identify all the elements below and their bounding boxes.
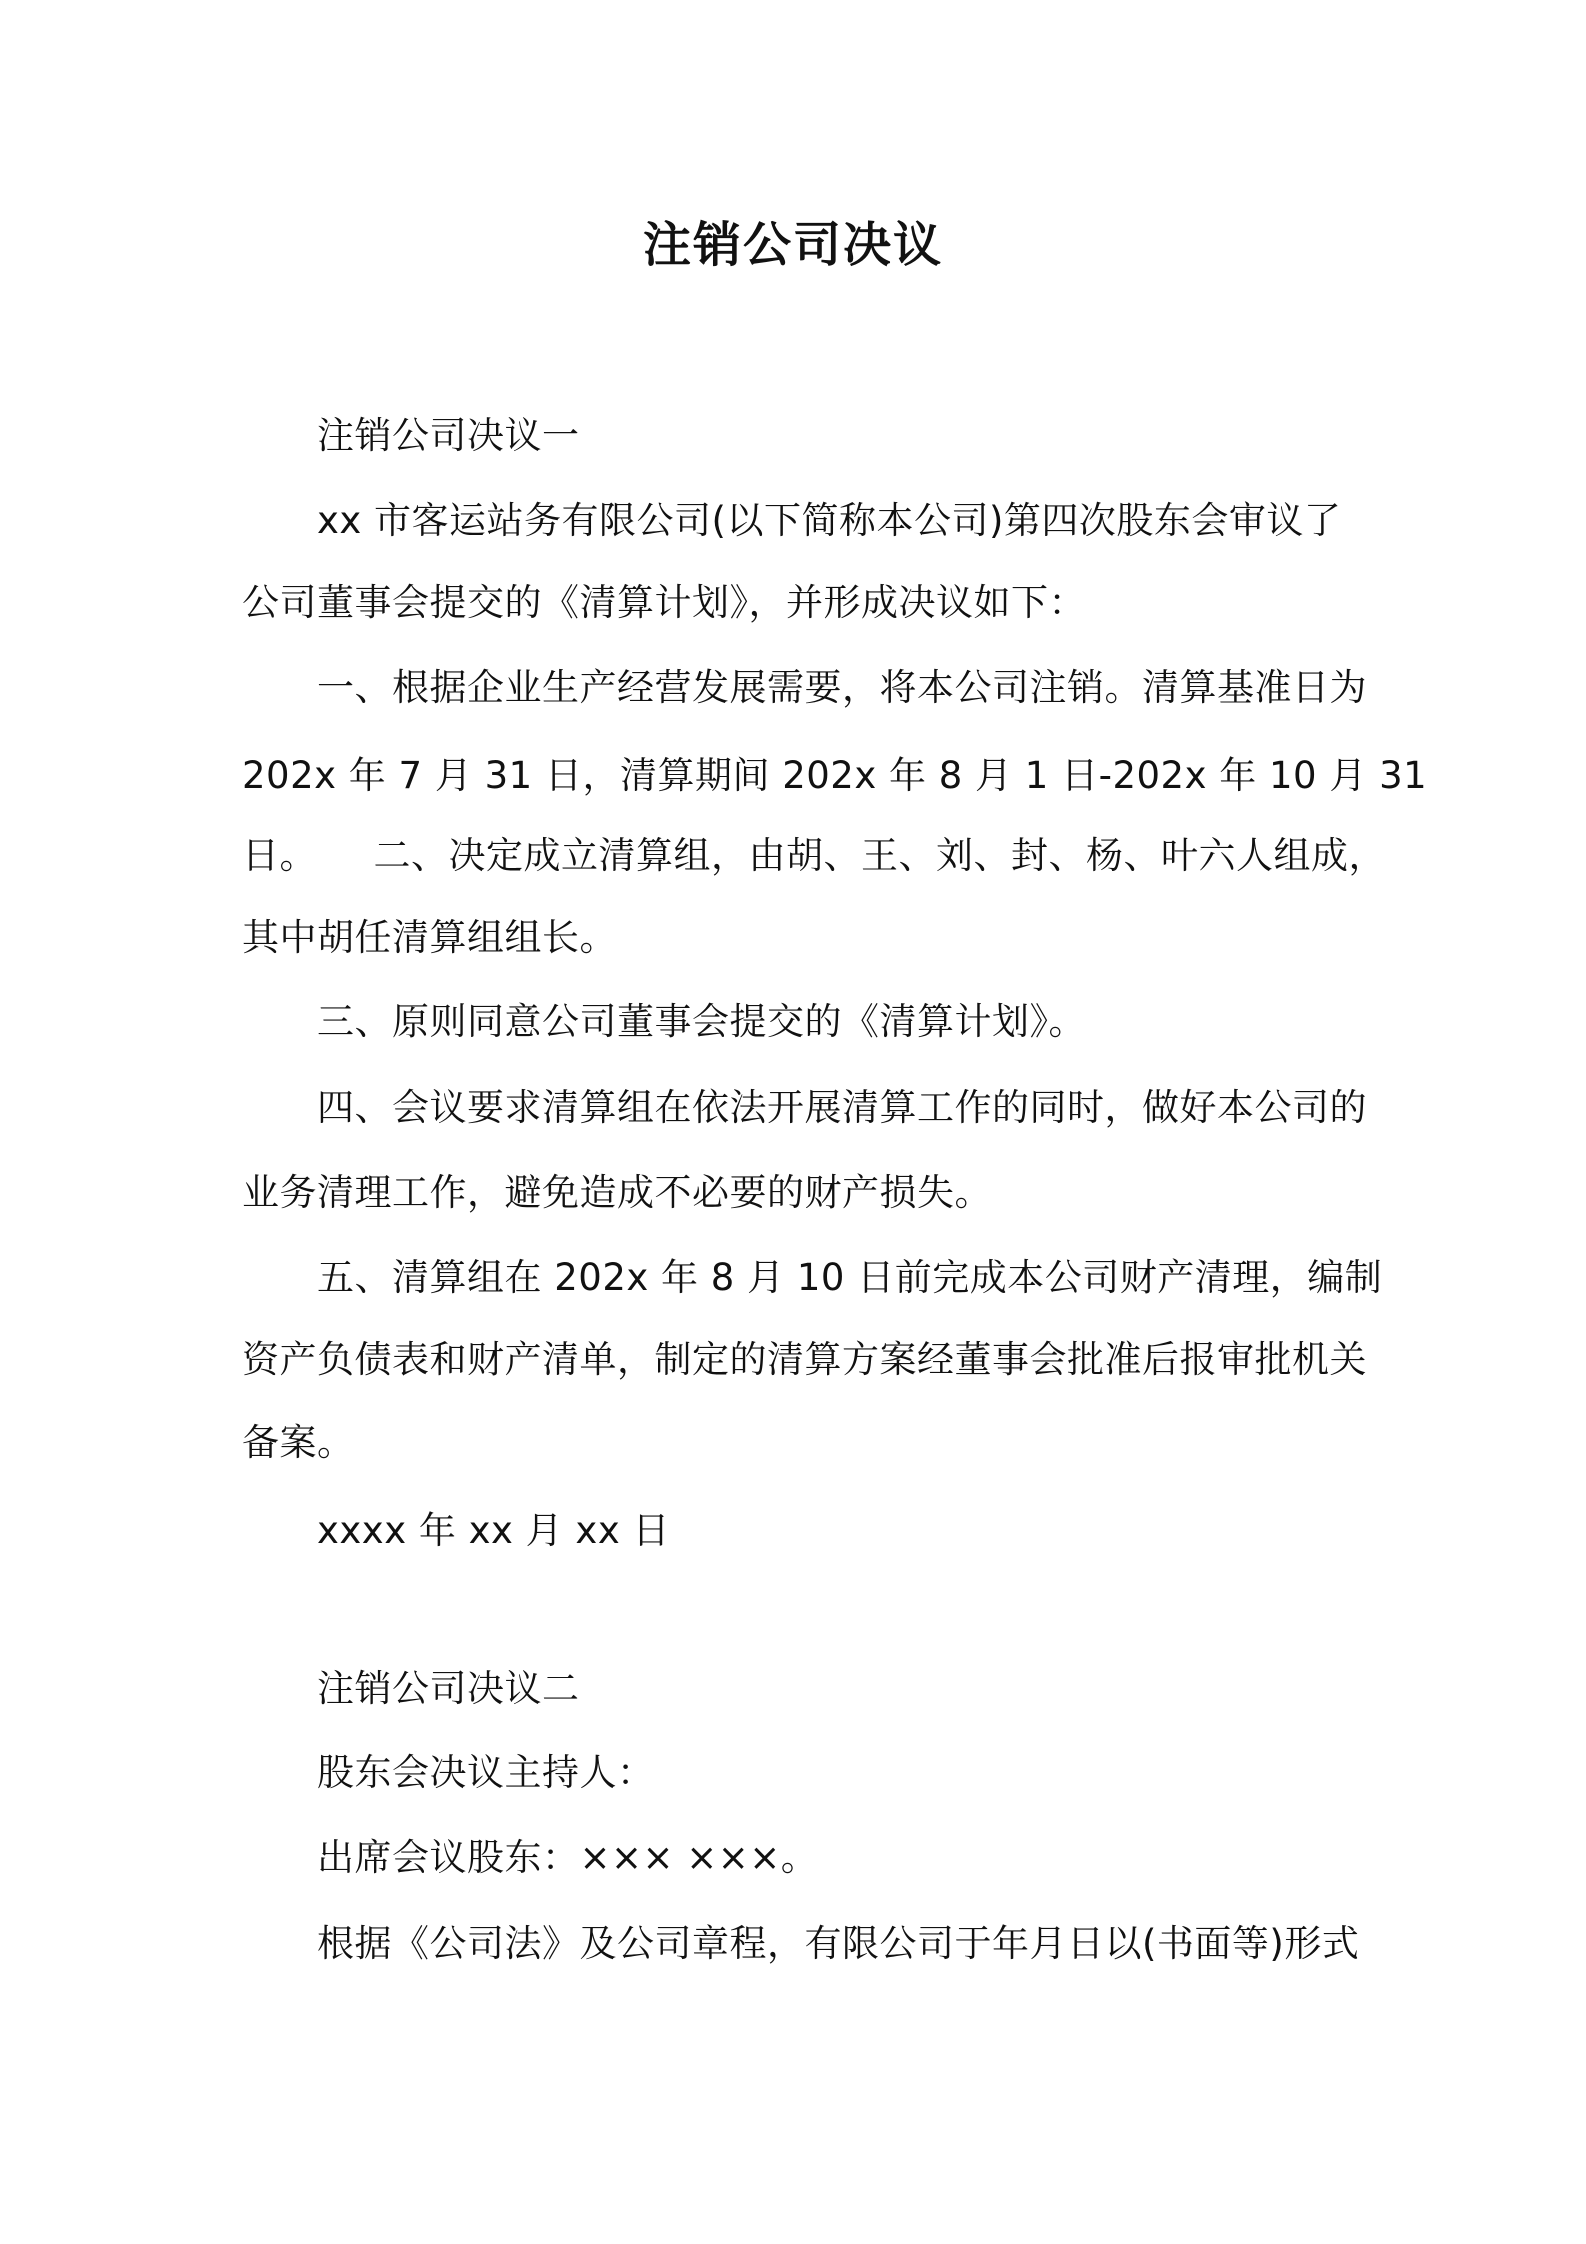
paragraph-line: 五、清算组在 202x 年 8 月 10 日前完成本公司财产清理，编制 <box>317 1256 1383 1299</box>
paragraph-line: 根据《公司法》及公司章程，有限公司于年月日以(书面等)形式 <box>317 1922 1360 1965</box>
paragraph-line: 三、原则同意公司董事会提交的《清算计划》。 <box>317 1000 1086 1043</box>
paragraph-line: 四、会议要求清算组在依法开展清算工作的同时，做好本公司的 <box>317 1086 1367 1129</box>
paragraph-line: 202x 年 7 月 31 日，清算期间 202x 年 8 月 1 日-202x 年 10 月 31 <box>242 754 1428 797</box>
section-heading-1: 注销公司决议一 <box>317 414 580 457</box>
paragraph-line: 一、根据企业生产经营发展需要，将本公司注销。清算基准日为 <box>317 666 1367 709</box>
paragraph-line: 日。 二、决定成立清算组，由胡、王、刘、封、杨、叶六人组成， <box>242 834 1386 877</box>
paragraph-line: 股东会决议主持人： <box>317 1751 655 1794</box>
paragraph-line: 其中胡任清算组组长。 <box>242 916 617 959</box>
paragraph-line: 备案。 <box>242 1421 355 1464</box>
paragraph-line: 公司董事会提交的《清算计划》，并形成决议如下： <box>242 581 1086 624</box>
paragraph-line: 业务清理工作，避免造成不必要的财产损失。 <box>242 1171 992 1214</box>
paragraph-line: xx 市客运站务有限公司(以下简称本公司)第四次股东会审议了 <box>317 499 1342 542</box>
date-line: xxxx 年 xx 月 xx 日 <box>317 1509 670 1552</box>
paragraph-line: 资产负债表和财产清单，制定的清算方案经董事会批准后报审批机关 <box>242 1338 1367 1381</box>
paragraph-line: 出席会议股东：××× ×××。 <box>317 1836 819 1879</box>
section-heading-2: 注销公司决议二 <box>317 1667 580 1710</box>
document-title: 注销公司决议 <box>642 217 943 273</box>
